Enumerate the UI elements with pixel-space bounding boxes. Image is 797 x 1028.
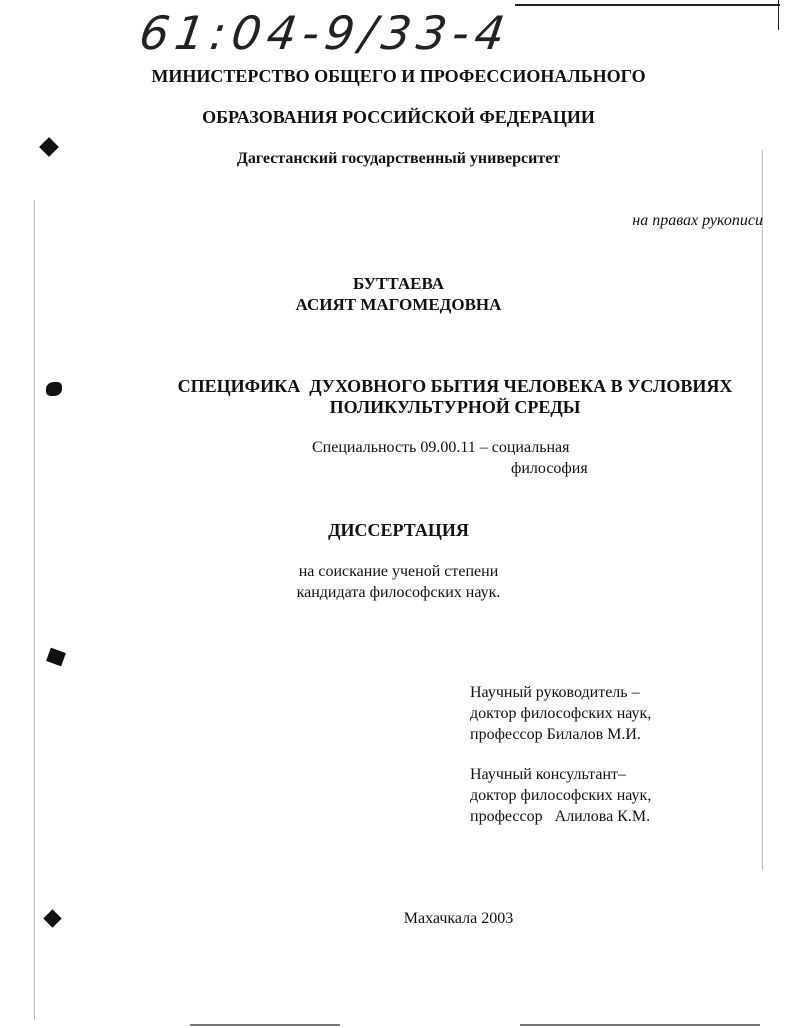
ministry-line-2: ОБРАЗОВАНИЯ РОССИЙСКОЙ ФЕДЕРАЦИИ bbox=[202, 107, 595, 127]
author-surname: БУТТАЕВА bbox=[352, 274, 445, 293]
dissertation-title-line-2: ПОЛИКУЛЬТУРНОЙ СРЕДЫ bbox=[329, 397, 581, 417]
handwritten-code: 61:04-9/33-4 bbox=[136, 6, 515, 60]
scan-edge-bottom-2 bbox=[520, 1024, 760, 1026]
scan-edge-right-lower bbox=[762, 150, 763, 870]
binding-hole-mark bbox=[43, 909, 61, 927]
supervisor-name: профессор Билалов М.И. bbox=[470, 726, 641, 743]
scan-edge-bottom bbox=[190, 1024, 340, 1026]
consultant-name: профессор Алилова К.М. bbox=[470, 808, 651, 825]
scan-edge-top bbox=[515, 4, 780, 6]
specialty-line-2: философия bbox=[511, 460, 588, 477]
consultant-degree: доктор философских наук, bbox=[470, 787, 652, 804]
degree-line-2: кандидата философских наук. bbox=[296, 584, 501, 601]
author-name: АСИЯТ МАГОМЕДОВНА bbox=[295, 295, 502, 314]
place-year: Махачкала 2003 bbox=[403, 910, 514, 927]
ministry-line-1: МИНИСТЕРСТВО ОБЩЕГО И ПРОФЕССИОНАЛЬНОГО bbox=[151, 66, 646, 86]
document-type: ДИССЕРТАЦИЯ bbox=[328, 520, 469, 540]
rights-note: на правах рукописи bbox=[632, 212, 763, 229]
binding-hole-mark bbox=[46, 382, 62, 396]
binding-hole-mark bbox=[46, 648, 66, 667]
supervisor-degree: доктор философских наук, bbox=[470, 705, 652, 722]
scan-edge-right bbox=[778, 0, 779, 30]
university-name: Дагестанский государственный университет bbox=[236, 150, 561, 167]
specialty-line-1: Специальность 09.00.11 – социальная bbox=[312, 439, 570, 456]
consultant-role: Научный консультант– bbox=[470, 766, 626, 783]
dissertation-title-line-1: СПЕЦИФИКА ДУХОВНОГО БЫТИЯ ЧЕЛОВЕКА В УСЛОВИЯХ bbox=[177, 376, 733, 396]
scan-edge-left bbox=[34, 200, 35, 1020]
supervisor-role: Научный руководитель – bbox=[470, 684, 640, 701]
degree-line-1: на соискание ученой степени bbox=[298, 563, 499, 580]
